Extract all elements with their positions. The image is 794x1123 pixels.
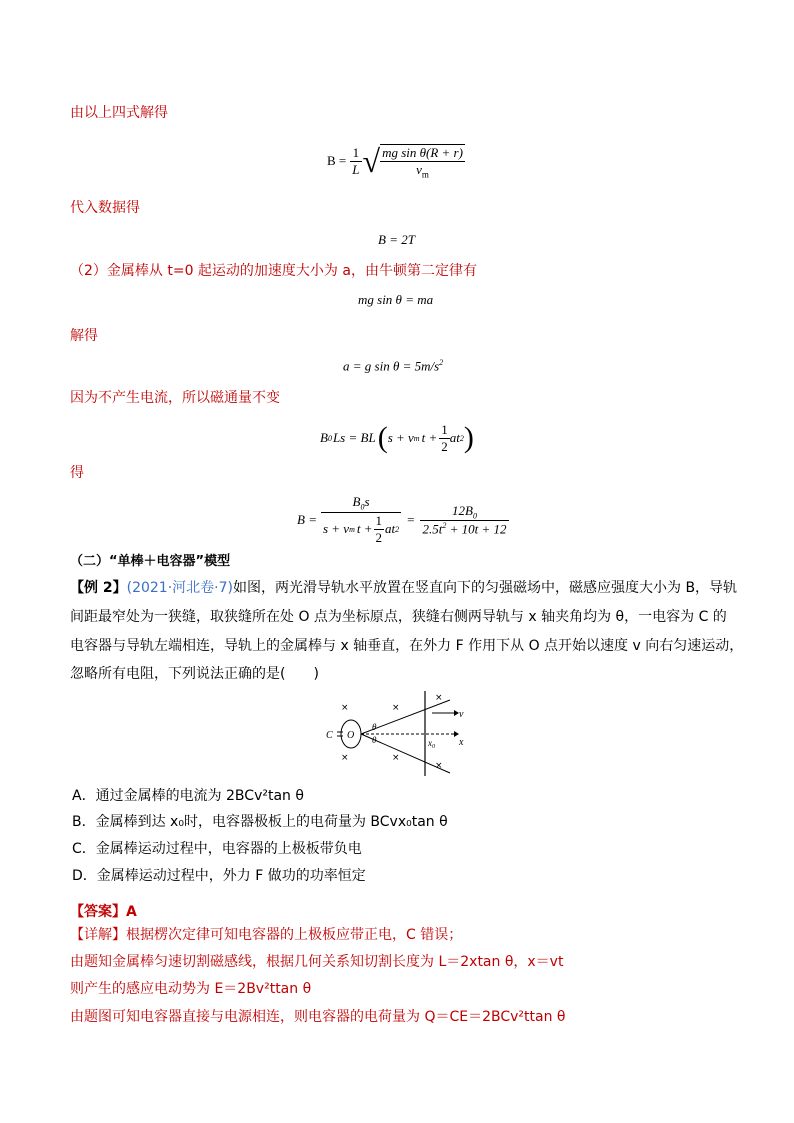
get-text: 得 bbox=[70, 465, 84, 481]
label-theta-1: θ bbox=[372, 722, 377, 732]
eq-B-rad-num: mg sin θ(R + r) bbox=[382, 145, 463, 161]
example-line-4: 忽略所有电阻，下列说法正确的是( ) bbox=[70, 666, 319, 682]
cross-mark: × bbox=[392, 703, 400, 713]
example-line-2: 间距最窄处为一狭缝，取狭缝所在处 O 点为坐标原点，狭缝右侧两导轨与 x 轴夹角均为 θ，一电容为 C 的 bbox=[70, 609, 727, 625]
sqrt-icon: √ bbox=[362, 143, 381, 179]
label-theta-2: θ bbox=[372, 735, 377, 745]
frac-final-2: $\frac{12B_0}{2.5t^2 + 10t + 12}$ bbox=[422, 502, 507, 537]
detail-line-1: 【详解】根据楞次定律可知电容器的上极板应带正电，C 错误； bbox=[70, 927, 463, 943]
cross-mark: × bbox=[435, 693, 443, 703]
example-source: (2021·河北卷·7) bbox=[126, 580, 233, 596]
label-v: v bbox=[459, 709, 464, 720]
equation-acceleration: a = g $\sin \theta = 5m/s^2$ bbox=[343, 358, 444, 374]
answer-value: A bbox=[126, 904, 137, 920]
eq-B-one: 1 bbox=[350, 145, 361, 162]
detail-line-4: 由题图可知电容器直接与电源相连，则电容器的电荷量为 Q＝CE＝2BCv²ttan θ bbox=[70, 1009, 566, 1025]
rail-capacitor-diagram bbox=[320, 688, 470, 778]
solution-intro-text: 由以上四式解得 bbox=[70, 105, 168, 121]
eq-B-radicand bbox=[380, 144, 465, 180]
example-tag: 【例 2】 bbox=[70, 580, 127, 596]
cross-mark: × bbox=[341, 703, 349, 713]
eq-B-lhs: B = bbox=[327, 153, 347, 168]
answer-label: 【答案】 bbox=[70, 904, 126, 920]
example-line-1: 【例 2】(2021·河北卷·7)如图，两光滑导轨水平放置在竖直向下的匀强磁场中，磁感应强度大小为 B，导轨 bbox=[70, 580, 738, 596]
cross-mark: × bbox=[435, 761, 443, 771]
example-line-3: 电容器与导轨左端相连，导轨上的金属棒与 x 轴垂直，在外力 F 作用下从 O 点开始以速度 v 向右匀速运动， bbox=[70, 638, 744, 654]
option-a: A．通过金属棒的电流为 2BCv²tan θ bbox=[72, 788, 304, 804]
label-x0: $x_0$ bbox=[428, 738, 435, 750]
option-d: D．金属棒运动过程中，外力 F 做功的功率恒定 bbox=[72, 868, 366, 884]
solve-text: 解得 bbox=[70, 328, 98, 344]
detail-line-2: 由题知金属棒匀速切割磁感线，根据几何关系知切割长度为 L＝2xtan θ，x＝vt bbox=[70, 954, 564, 970]
option-b: B．金属棒到达 x₀时，电容器极板上的电荷量为 BCvx₀tan θ bbox=[72, 814, 448, 830]
label-x: x bbox=[459, 737, 464, 748]
answer bbox=[70, 902, 137, 922]
substitute-text: 代入数据得 bbox=[70, 200, 140, 216]
section-title: （二）“单棒＋电容器”模型 bbox=[70, 554, 231, 569]
part2-intro-text: （2）金属棒从 t=0 起运动的加速度大小为 a，由牛顿第二定律有 bbox=[70, 263, 477, 279]
equation-B-value: B = 2T bbox=[378, 232, 415, 247]
equation-flux: B 0 Ls = BL ( s + v m t + $\frac{1}{2}$ at 2 ) bbox=[320, 421, 474, 454]
option-c: C．金属棒运动过程中，电容器的上极板带负电 bbox=[72, 841, 362, 857]
detail-line-3: 则产生的感应电动势为 E＝2Bv²ttan θ bbox=[70, 981, 312, 997]
cross-mark: × bbox=[392, 753, 400, 763]
flux-text: 因为不产生电流，所以磁通量不变 bbox=[70, 390, 280, 406]
eq-B-rad-den: $v_m$ bbox=[416, 162, 429, 180]
equation-newton: mg sin θ = ma bbox=[358, 292, 434, 307]
frac-final-1: $B_0s$ s + v m t + $\frac{1}{2}$ at 2 bbox=[322, 494, 400, 545]
equation-B-formula bbox=[327, 138, 465, 184]
eq-B-L: L bbox=[352, 161, 360, 177]
label-O: O bbox=[347, 730, 355, 741]
equation-final-B: B = $B_0s$ s + v m t + $\frac{1}{2}$ at 2 = $\frac{12B_0}{2.5t^2 + 10t + 12}$ bbox=[297, 494, 507, 545]
label-C: C bbox=[326, 730, 333, 741]
eq-B-one-over-L bbox=[350, 145, 361, 178]
cross-mark: × bbox=[341, 753, 349, 763]
